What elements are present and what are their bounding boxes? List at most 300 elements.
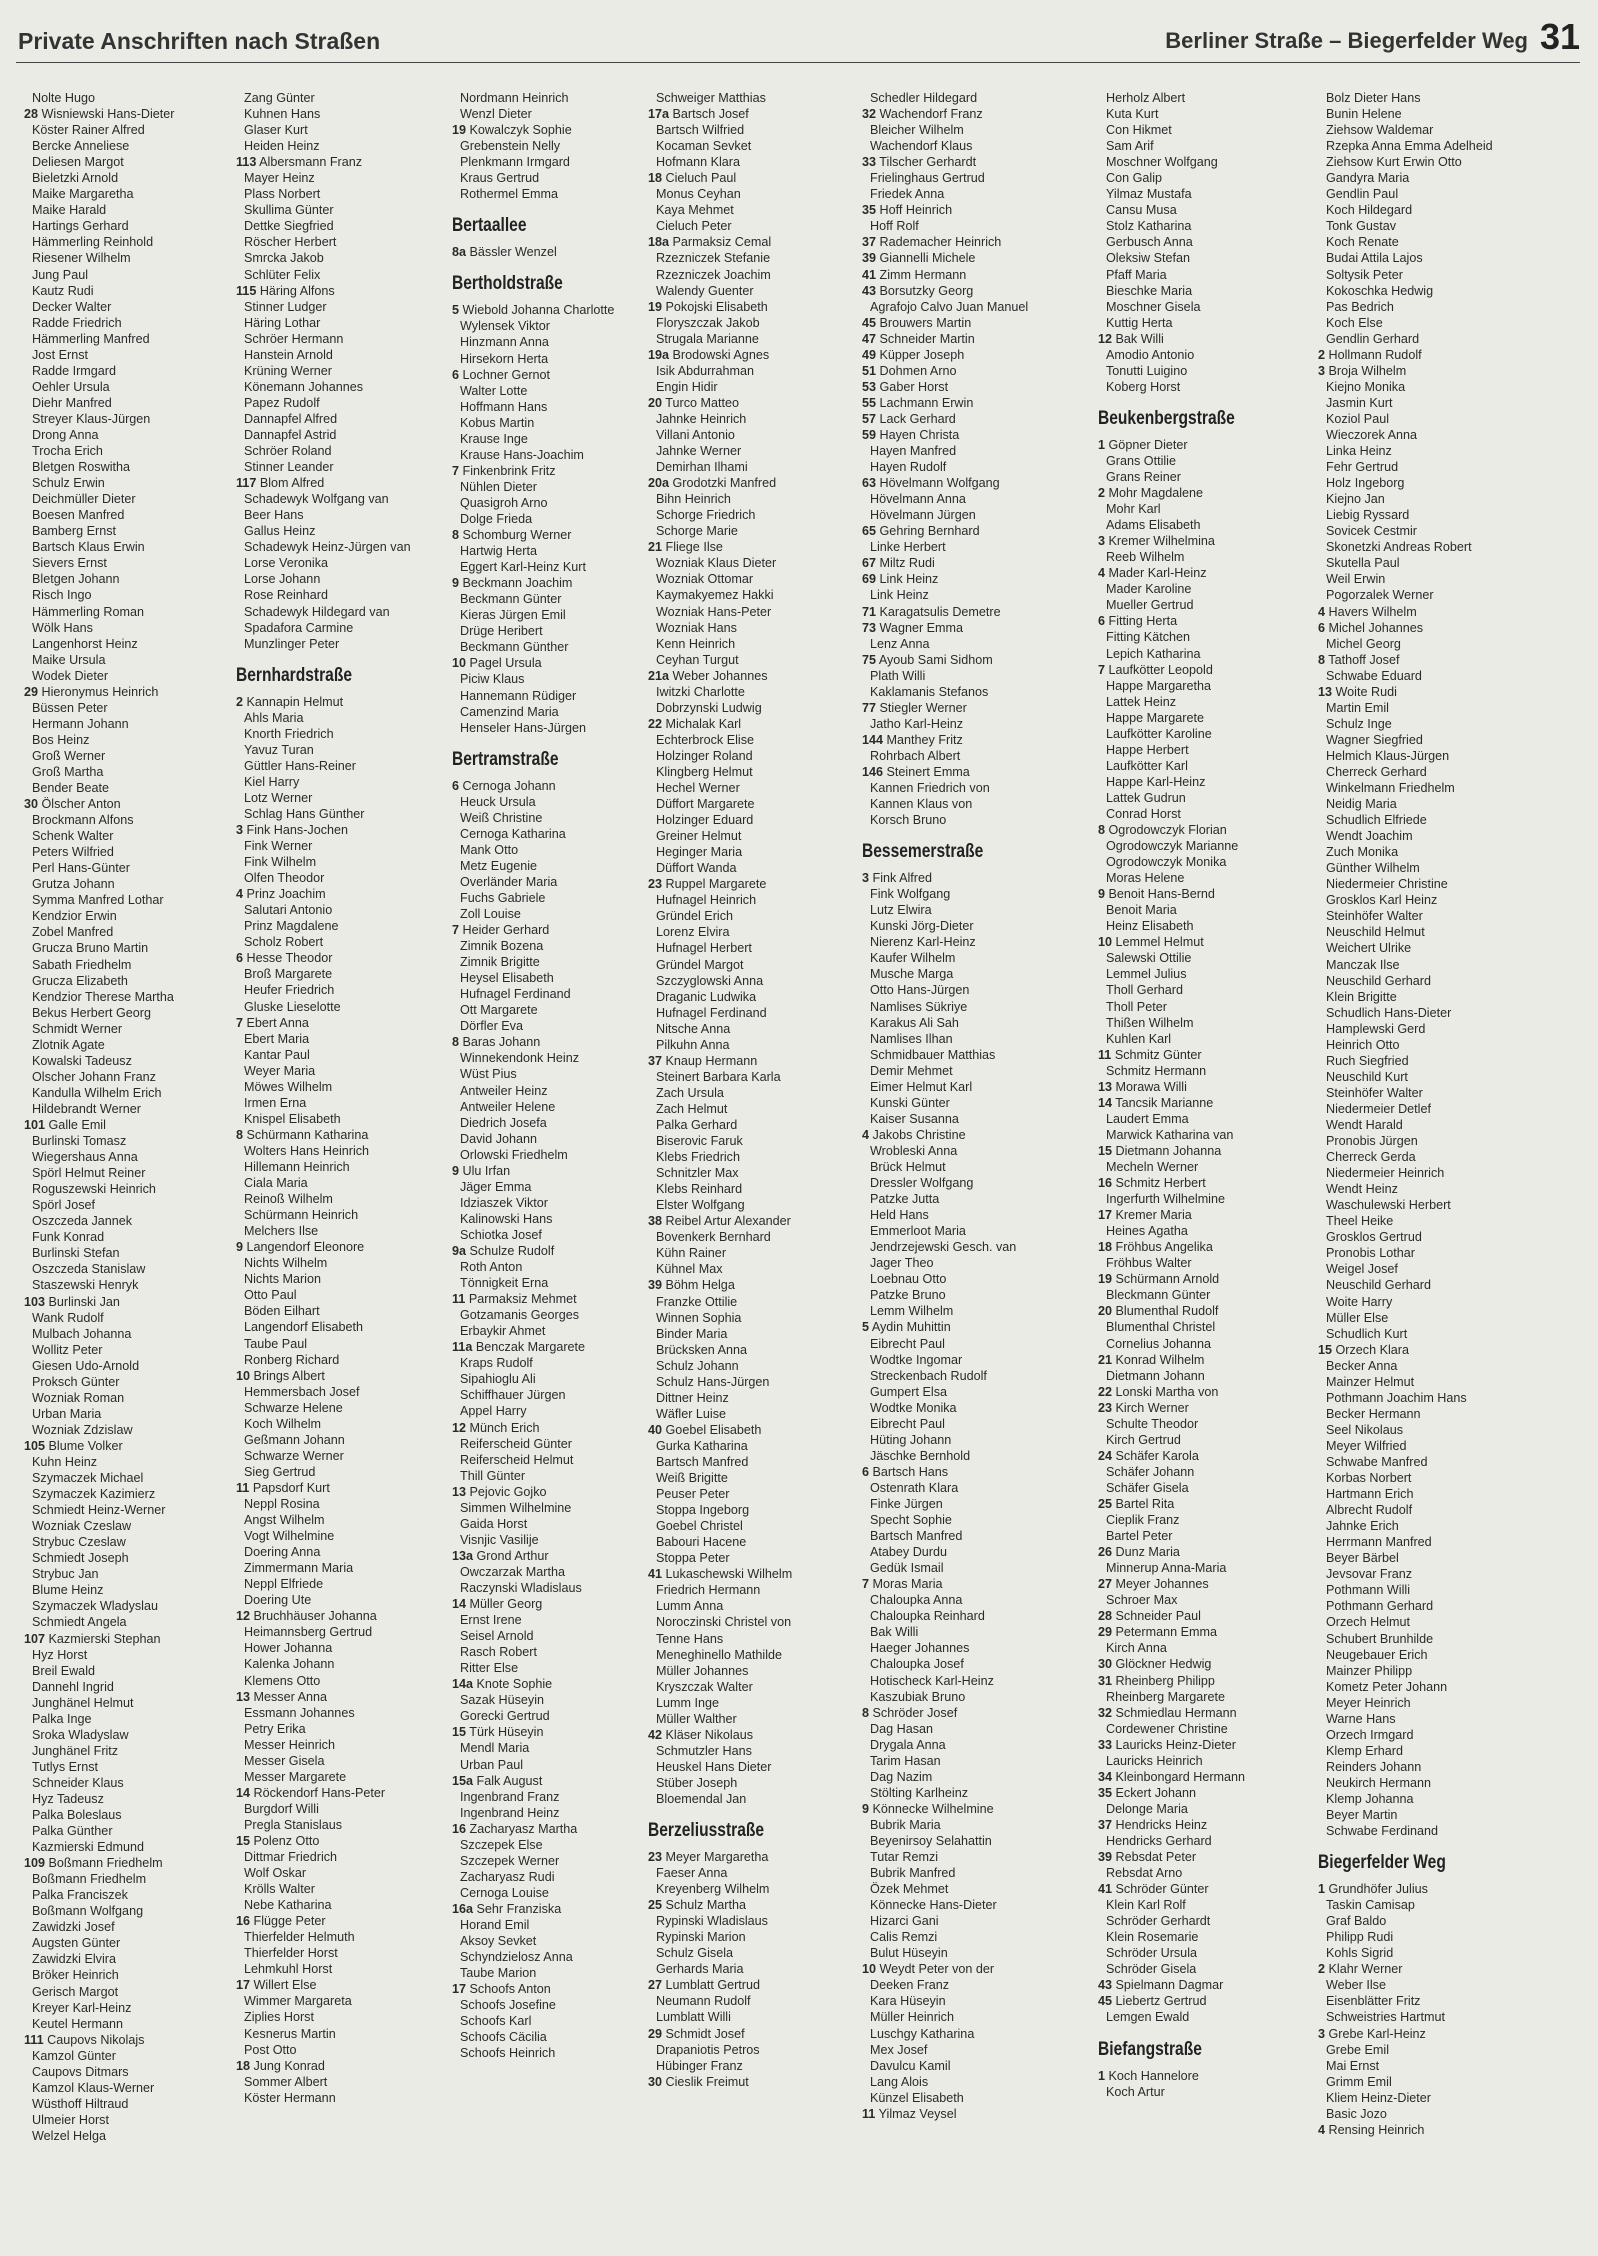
resident-entry bbox=[862, 966, 1074, 982]
resident-entry bbox=[452, 1291, 664, 1307]
house-number: 11a bbox=[452, 1340, 473, 1355]
house-number: 65 bbox=[862, 524, 877, 539]
resident-name: Hendricks Gerhard bbox=[1106, 1833, 1212, 1848]
resident-name: Neuschild Gerhard bbox=[1326, 1278, 1431, 1293]
resident-name: Burgdorf Willi bbox=[244, 1801, 319, 1816]
resident-name: Kaiser Susanna bbox=[870, 1111, 959, 1126]
resident-name: Mader Karoline bbox=[1106, 582, 1192, 597]
resident-entry bbox=[452, 1917, 664, 1933]
resident-name: Koch Renate bbox=[1326, 235, 1399, 250]
resident-entry bbox=[648, 218, 860, 234]
resident-name: Quasigroh Arno bbox=[460, 495, 548, 510]
resident-entry bbox=[1318, 1165, 1530, 1181]
resident-entry bbox=[648, 234, 860, 250]
house-number: 13a bbox=[452, 1548, 474, 1563]
resident-entry bbox=[236, 1191, 448, 1207]
street-heading: Bernhardstraße bbox=[236, 664, 353, 686]
resident-name: Sabath Friedhelm bbox=[32, 957, 132, 972]
resident-entry bbox=[452, 415, 664, 431]
resident-name: Ruppel Margarete bbox=[665, 877, 767, 892]
resident-name: Jung Paul bbox=[32, 267, 89, 282]
resident-entry bbox=[236, 555, 448, 571]
resident-entry bbox=[648, 1438, 860, 1454]
resident-name: Heysel Elisabeth bbox=[460, 971, 554, 986]
resident-name: Metz Eugenie bbox=[460, 858, 538, 873]
resident-name: Albersmann Franz bbox=[259, 155, 363, 170]
resident-entry bbox=[1098, 694, 1310, 710]
resident-name: Friedek Anna bbox=[870, 187, 945, 202]
resident-name: Kuhnen Hans bbox=[244, 107, 321, 122]
resident-name: Hower Johanna bbox=[244, 1641, 333, 1656]
resident-entry bbox=[648, 620, 860, 636]
resident-name: Schröer Hermann bbox=[244, 331, 344, 346]
resident-name: Mai Ernst bbox=[1326, 2058, 1380, 2073]
resident-entry bbox=[452, 334, 664, 350]
house-number: 11 bbox=[862, 2106, 876, 2121]
resident-name: Essmann Johannes bbox=[244, 1705, 355, 1720]
resident-entry bbox=[1098, 1352, 1310, 1368]
house-number: 32 bbox=[862, 107, 877, 122]
resident-name: Kalenka Johann bbox=[244, 1657, 335, 1672]
resident-entry bbox=[24, 892, 236, 908]
resident-entry bbox=[452, 1692, 664, 1708]
resident-entry bbox=[862, 1352, 1074, 1368]
resident-entry bbox=[236, 1079, 448, 1095]
resident-entry bbox=[452, 1387, 664, 1403]
resident-entry bbox=[648, 1743, 860, 1759]
resident-entry bbox=[862, 1143, 1074, 1159]
resident-name: Vogt Wilhelmine bbox=[244, 1529, 335, 1544]
resident-entry bbox=[1098, 218, 1310, 234]
resident-entry bbox=[236, 1721, 448, 1737]
resident-name: Moschner Wolfgang bbox=[1106, 155, 1218, 170]
resident-name: Zach Helmut bbox=[656, 1101, 728, 1116]
resident-name: Walendy Guenter bbox=[656, 283, 754, 298]
resident-entry bbox=[648, 347, 860, 363]
resident-name: Könnecke Wilhelmine bbox=[872, 1801, 994, 1816]
resident-name: Roguszewski Heinrich bbox=[32, 1182, 156, 1197]
resident-entry bbox=[452, 2045, 664, 2061]
resident-name: Steinhöfer Walter bbox=[1326, 1085, 1423, 1100]
resident-entry bbox=[648, 780, 860, 796]
resident-entry bbox=[1318, 1294, 1530, 1310]
resident-name: Dannapfel Alfred bbox=[244, 411, 338, 426]
resident-entry bbox=[648, 1849, 860, 1865]
resident-entry bbox=[648, 2058, 860, 2074]
resident-name: Schweiger Matthias bbox=[656, 91, 766, 105]
resident-entry bbox=[1098, 806, 1310, 822]
resident-name: Cernoga Louise bbox=[460, 1885, 549, 1900]
resident-entry bbox=[648, 700, 860, 716]
resident-entry bbox=[236, 806, 448, 822]
resident-name: Weichert Ulrike bbox=[1326, 941, 1412, 956]
house-number: 21 bbox=[648, 540, 663, 555]
resident-entry bbox=[236, 347, 448, 363]
resident-entry bbox=[1318, 2058, 1530, 2074]
resident-name: Fink Wilhelm bbox=[244, 855, 317, 870]
resident-name: Boßmann Friedhelm bbox=[32, 1872, 147, 1887]
resident-entry bbox=[862, 1480, 1074, 1496]
resident-entry bbox=[1098, 710, 1310, 726]
resident-name: Schulz Inge bbox=[1326, 716, 1392, 731]
resident-entry bbox=[24, 507, 236, 523]
resident-entry bbox=[1098, 1929, 1310, 1945]
resident-entry bbox=[236, 1352, 448, 1368]
resident-entry bbox=[1098, 1624, 1310, 1640]
resident-entry bbox=[452, 479, 664, 495]
resident-name: Schürmann Arnold bbox=[1115, 1272, 1220, 1287]
resident-entry bbox=[1098, 1319, 1310, 1335]
resident-name: Schürmann Katharina bbox=[246, 1127, 369, 1142]
resident-entry bbox=[1318, 1598, 1530, 1614]
resident-entry bbox=[1318, 1647, 1530, 1663]
street-heading: Bertholdstraße bbox=[452, 273, 563, 295]
resident-name: Schadewyk Heinz-Jürgen van bbox=[244, 540, 411, 555]
resident-name: Wagner Siegfried bbox=[1326, 732, 1423, 747]
resident-name: Bovenkerk Bernhard bbox=[656, 1230, 771, 1245]
house-number: 9 bbox=[862, 1801, 870, 1816]
resident-name: Henseler Hans-Jürgen bbox=[460, 720, 586, 735]
resident-entry bbox=[1098, 315, 1310, 331]
resident-entry bbox=[648, 636, 860, 652]
resident-entry bbox=[236, 1576, 448, 1592]
resident-name: Schneider Klaus bbox=[32, 1775, 124, 1790]
house-number: 26 bbox=[1098, 1545, 1113, 1560]
house-number: 16 bbox=[452, 1821, 467, 1836]
resident-entry bbox=[1098, 2068, 1310, 2084]
resident-entry bbox=[1318, 1566, 1530, 1582]
resident-entry bbox=[1318, 940, 1530, 956]
resident-entry bbox=[452, 906, 664, 922]
resident-name: Becker Hermann bbox=[1326, 1406, 1421, 1421]
resident-entry bbox=[648, 1277, 860, 1293]
resident-name: Parmaksiz Mehmet bbox=[468, 1292, 577, 1307]
resident-entry bbox=[24, 1887, 236, 1903]
resident-name: Woite Harry bbox=[1326, 1294, 1393, 1309]
house-number: 1 bbox=[1098, 437, 1106, 452]
house-number: 53 bbox=[862, 379, 877, 394]
resident-entry bbox=[648, 443, 860, 459]
house-number: 31 bbox=[1098, 1673, 1113, 1688]
resident-entry bbox=[1098, 1785, 1310, 1801]
resident-entry bbox=[24, 523, 236, 539]
resident-entry bbox=[1098, 1993, 1310, 2009]
resident-name: Lumm Inge bbox=[656, 1695, 719, 1710]
resident-name: Chaloupka Anna bbox=[870, 1593, 963, 1608]
resident-name: Nierenz Karl-Heinz bbox=[870, 935, 976, 950]
resident-entry bbox=[1098, 299, 1310, 315]
resident-entry bbox=[1318, 876, 1530, 892]
resident-entry bbox=[1318, 555, 1530, 571]
resident-name: Dietmann Johanna bbox=[1115, 1143, 1222, 1158]
resident-entry bbox=[1098, 1705, 1310, 1721]
resident-entry bbox=[648, 1005, 860, 1021]
resident-name: Zlotnik Agate bbox=[32, 1037, 105, 1052]
resident-name: Erbaykir Ahmet bbox=[460, 1324, 546, 1339]
resident-entry bbox=[1318, 443, 1530, 459]
resident-entry bbox=[862, 491, 1074, 507]
resident-entry bbox=[452, 1131, 664, 1147]
resident-name: Idziaszek Viktor bbox=[460, 1195, 548, 1210]
resident-entry bbox=[1318, 1277, 1530, 1293]
resident-entry bbox=[1318, 587, 1530, 603]
resident-name: Antweiler Helene bbox=[460, 1099, 556, 1114]
resident-name: Morawa Willi bbox=[1115, 1079, 1187, 1094]
resident-name: Davulcu Kamil bbox=[870, 2058, 951, 2073]
resident-name: Bekus Herbert Georg bbox=[32, 1005, 151, 1020]
house-number: 14 bbox=[236, 1785, 251, 1800]
resident-name: Fröhbus Walter bbox=[1106, 1256, 1192, 1271]
resident-entry bbox=[648, 1454, 860, 1470]
resident-name: Lemm Wilhelm bbox=[870, 1304, 954, 1319]
resident-name: Kiel Harry bbox=[244, 774, 300, 789]
resident-name: Dobrzynski Ludwig bbox=[656, 700, 762, 715]
resident-name: Drüge Heribert bbox=[460, 624, 543, 639]
resident-entry bbox=[24, 1149, 236, 1165]
resident-name: Boßmann Wolfgang bbox=[32, 1904, 144, 1919]
resident-entry bbox=[1318, 571, 1530, 587]
resident-name: Kunski Günter bbox=[870, 1095, 950, 1110]
resident-name: Knote Sophie bbox=[476, 1677, 553, 1692]
resident-entry bbox=[862, 999, 1074, 1015]
resident-name: Burlinski Jan bbox=[48, 1294, 120, 1309]
resident-entry bbox=[24, 1727, 236, 1743]
resident-entry bbox=[648, 957, 860, 973]
house-number: 20a bbox=[648, 476, 670, 491]
resident-entry bbox=[648, 860, 860, 876]
resident-name: Zacharyasz Rudi bbox=[460, 1869, 555, 1884]
resident-name: Wozniak Hans bbox=[656, 620, 737, 635]
resident-entry bbox=[648, 1727, 860, 1743]
resident-name: Kandulla Wilhelm Erich bbox=[32, 1085, 162, 1100]
resident-entry bbox=[24, 989, 236, 1005]
resident-entry bbox=[1098, 565, 1310, 581]
resident-name: Knorth Friedrich bbox=[244, 726, 334, 741]
resident-entry bbox=[452, 794, 664, 810]
resident-name: Cherreck Gerhard bbox=[1326, 764, 1427, 779]
resident-name: Grond Arthur bbox=[476, 1548, 549, 1563]
resident-name: Klahr Werner bbox=[1328, 1962, 1403, 1977]
resident-entry bbox=[452, 106, 664, 122]
house-number: 19 bbox=[648, 299, 663, 314]
resident-entry bbox=[648, 507, 860, 523]
resident-entry bbox=[452, 1500, 664, 1516]
resident-entry bbox=[862, 475, 1074, 491]
resident-name: Junghänel Fritz bbox=[32, 1743, 119, 1758]
resident-entry bbox=[452, 1275, 664, 1291]
resident-name: Mayer Heinz bbox=[244, 171, 315, 186]
resident-name: Thill Günter bbox=[460, 1468, 526, 1483]
resident-entry bbox=[862, 780, 1074, 796]
resident-entry bbox=[236, 1512, 448, 1528]
resident-name: Hieronymus Heinrich bbox=[41, 684, 159, 699]
resident-name: Laufkötter Leopold bbox=[1108, 662, 1213, 677]
resident-name: Heines Agatha bbox=[1106, 1224, 1188, 1239]
resident-name: Meyer Wilfried bbox=[1326, 1438, 1407, 1453]
resident-name: Gotzamanis Georges bbox=[460, 1308, 579, 1323]
resident-name: Skonetzki Andreas Robert bbox=[1326, 540, 1472, 555]
resident-name: Meyer Margaretha bbox=[665, 1850, 769, 1865]
resident-entry bbox=[452, 688, 664, 704]
resident-entry bbox=[1318, 652, 1530, 668]
resident-name: Özek Mehmet bbox=[870, 1882, 949, 1897]
resident-name: Heuskel Hans Dieter bbox=[656, 1759, 772, 1774]
resident-name: Demir Mehmet bbox=[870, 1063, 953, 1078]
house-number: 103 bbox=[24, 1294, 46, 1309]
resident-name: Schubert Brunhilde bbox=[1326, 1631, 1434, 1646]
resident-name: Blom Alfred bbox=[259, 476, 325, 491]
resident-entry bbox=[452, 186, 664, 202]
resident-name: Hillemann Heinrich bbox=[244, 1160, 350, 1174]
resident-name: Doering Anna bbox=[244, 1545, 321, 1560]
resident-name: Visnjic Vasilije bbox=[460, 1532, 539, 1547]
resident-name: Ayoub Sami Sidhom bbox=[878, 652, 993, 667]
resident-entry bbox=[236, 1336, 448, 1352]
resident-entry bbox=[862, 571, 1074, 587]
resident-entry bbox=[1318, 154, 1530, 170]
resident-entry bbox=[1098, 1721, 1310, 1737]
resident-name: Prinz Magdalene bbox=[244, 919, 339, 934]
resident-name: Wimmer Margareta bbox=[244, 1994, 352, 2009]
resident-name: Wozniak Zdzislaw bbox=[32, 1422, 133, 1437]
resident-entry bbox=[1318, 1181, 1530, 1197]
resident-name: Orlowski Friedhelm bbox=[460, 1147, 568, 1162]
resident-entry bbox=[648, 876, 860, 892]
resident-entry bbox=[648, 539, 860, 555]
resident-name: Hübinger Franz bbox=[656, 2058, 743, 2073]
resident-entry bbox=[1318, 2042, 1530, 2058]
resident-entry bbox=[1318, 1897, 1530, 1913]
resident-name: Niedermeier Christine bbox=[1326, 877, 1448, 892]
resident-entry bbox=[236, 1624, 448, 1640]
resident-name: Spielmann Dagmar bbox=[1115, 1978, 1224, 1993]
resident-entry bbox=[236, 395, 448, 411]
resident-name: Hövelmann Anna bbox=[870, 492, 966, 507]
resident-entry bbox=[862, 1416, 1074, 1432]
resident-entry bbox=[236, 1769, 448, 1785]
resident-name: Müller Heinrich bbox=[870, 2010, 954, 2025]
resident-name: Taskin Camisap bbox=[1326, 1898, 1415, 1913]
resident-name: Plenkmann Irmgard bbox=[460, 155, 570, 170]
resident-entry bbox=[236, 1945, 448, 1961]
resident-entry bbox=[862, 700, 1074, 716]
section-title: Private Anschriften nach Straßen bbox=[18, 28, 381, 54]
resident-name: Bartel Rita bbox=[1115, 1496, 1175, 1511]
resident-entry bbox=[862, 1785, 1074, 1801]
resident-entry bbox=[1098, 822, 1310, 838]
resident-name: Gründel Margot bbox=[656, 957, 744, 972]
resident-entry bbox=[1318, 1727, 1530, 1743]
house-number: 17 bbox=[452, 1982, 467, 1997]
resident-entry bbox=[1318, 892, 1530, 908]
resident-entry bbox=[24, 1759, 236, 1775]
resident-name: Radde Friedrich bbox=[32, 315, 122, 330]
resident-entry bbox=[1318, 106, 1530, 122]
resident-name: Günther Wilhelm bbox=[1326, 861, 1420, 876]
resident-name: Deichmüller Dieter bbox=[32, 492, 136, 507]
resident-entry bbox=[452, 1949, 664, 1965]
resident-name: Kremer Wilhelmina bbox=[1108, 534, 1215, 549]
resident-entry bbox=[1098, 2084, 1310, 2100]
resident-name: Winkelmann Friedhelm bbox=[1326, 781, 1455, 796]
resident-entry bbox=[24, 170, 236, 186]
resident-name: Kühn Rainer bbox=[656, 1246, 727, 1261]
resident-entry bbox=[1318, 202, 1530, 218]
house-number: 5 bbox=[862, 1320, 870, 1335]
resident-entry bbox=[24, 1197, 236, 1213]
house-number: 3 bbox=[1318, 2026, 1326, 2041]
resident-entry bbox=[452, 1821, 664, 1837]
resident-entry bbox=[1318, 748, 1530, 764]
resident-name: Hövelmann Jürgen bbox=[870, 508, 976, 523]
resident-name: Nordmann Heinrich bbox=[460, 91, 569, 105]
resident-name: Dag Nazim bbox=[870, 1769, 933, 1784]
resident-entry bbox=[452, 1034, 664, 1050]
resident-entry bbox=[24, 571, 236, 587]
resident-entry bbox=[452, 1885, 664, 1901]
resident-name: Calis Remzi bbox=[870, 1930, 938, 1945]
resident-entry bbox=[236, 234, 448, 250]
resident-name: Kowalski Tadeusz bbox=[32, 1053, 132, 1068]
resident-name: Schäfer Gisela bbox=[1106, 1480, 1189, 1495]
resident-entry bbox=[862, 427, 1074, 443]
resident-entry bbox=[452, 639, 664, 655]
resident-entry bbox=[1318, 668, 1530, 684]
resident-name: Kesnerus Martin bbox=[244, 2026, 336, 2041]
resident-name: Koch Hildegard bbox=[1326, 203, 1413, 218]
resident-name: Tutar Remzi bbox=[870, 1850, 939, 1865]
resident-name: Schwabe Eduard bbox=[1326, 668, 1422, 683]
resident-entry bbox=[1098, 1448, 1310, 1464]
resident-entry bbox=[452, 511, 664, 527]
resident-name: Weber Johannes bbox=[672, 668, 768, 683]
resident-name: Diedrich Josefa bbox=[460, 1115, 547, 1130]
resident-name: Bartsch Wilfried bbox=[656, 123, 745, 138]
resident-entry bbox=[648, 363, 860, 379]
resident-name: Jager Theo bbox=[870, 1256, 934, 1271]
resident-entry bbox=[1098, 1608, 1310, 1624]
resident-name: Moras Maria bbox=[872, 1577, 943, 1592]
resident-name: Szczepek Werner bbox=[460, 1853, 560, 1868]
resident-name: Mainzer Philipp bbox=[1326, 1663, 1413, 1678]
resident-name: Sam Arif bbox=[1106, 139, 1154, 154]
resident-entry bbox=[1098, 1512, 1310, 1528]
resident-entry bbox=[1318, 1695, 1530, 1711]
resident-name: Wendt Joachim bbox=[1326, 829, 1413, 844]
resident-name: Schiotka Josef bbox=[460, 1227, 542, 1242]
resident-name: Trocha Erich bbox=[32, 444, 103, 459]
resident-entry bbox=[648, 250, 860, 266]
resident-name: Schedler Hildegard bbox=[870, 91, 978, 105]
resident-entry bbox=[24, 1326, 236, 1342]
resident-name: Wieczorek Anna bbox=[1326, 427, 1417, 442]
resident-name: Wendt Harald bbox=[1326, 1118, 1403, 1132]
resident-name: Monus Ceyhan bbox=[656, 187, 741, 202]
resident-name: Drapaniotis Petros bbox=[656, 2042, 760, 2057]
resident-name: Broja Wilhelm bbox=[1328, 363, 1407, 378]
resident-entry bbox=[648, 1021, 860, 1037]
resident-name: Chaloupka Josef bbox=[870, 1657, 964, 1672]
resident-entry bbox=[236, 774, 448, 790]
resident-entry bbox=[1318, 636, 1530, 652]
resident-entry bbox=[1318, 716, 1530, 732]
resident-name: Schneider Paul bbox=[1115, 1609, 1201, 1624]
resident-name: Helmich Klaus-Jürgen bbox=[1326, 748, 1450, 763]
resident-name: Draganic Ludwika bbox=[656, 989, 757, 1004]
house-number: 2 bbox=[1098, 486, 1106, 501]
resident-entry bbox=[648, 716, 860, 732]
resident-name: Adams Elisabeth bbox=[1106, 518, 1201, 533]
